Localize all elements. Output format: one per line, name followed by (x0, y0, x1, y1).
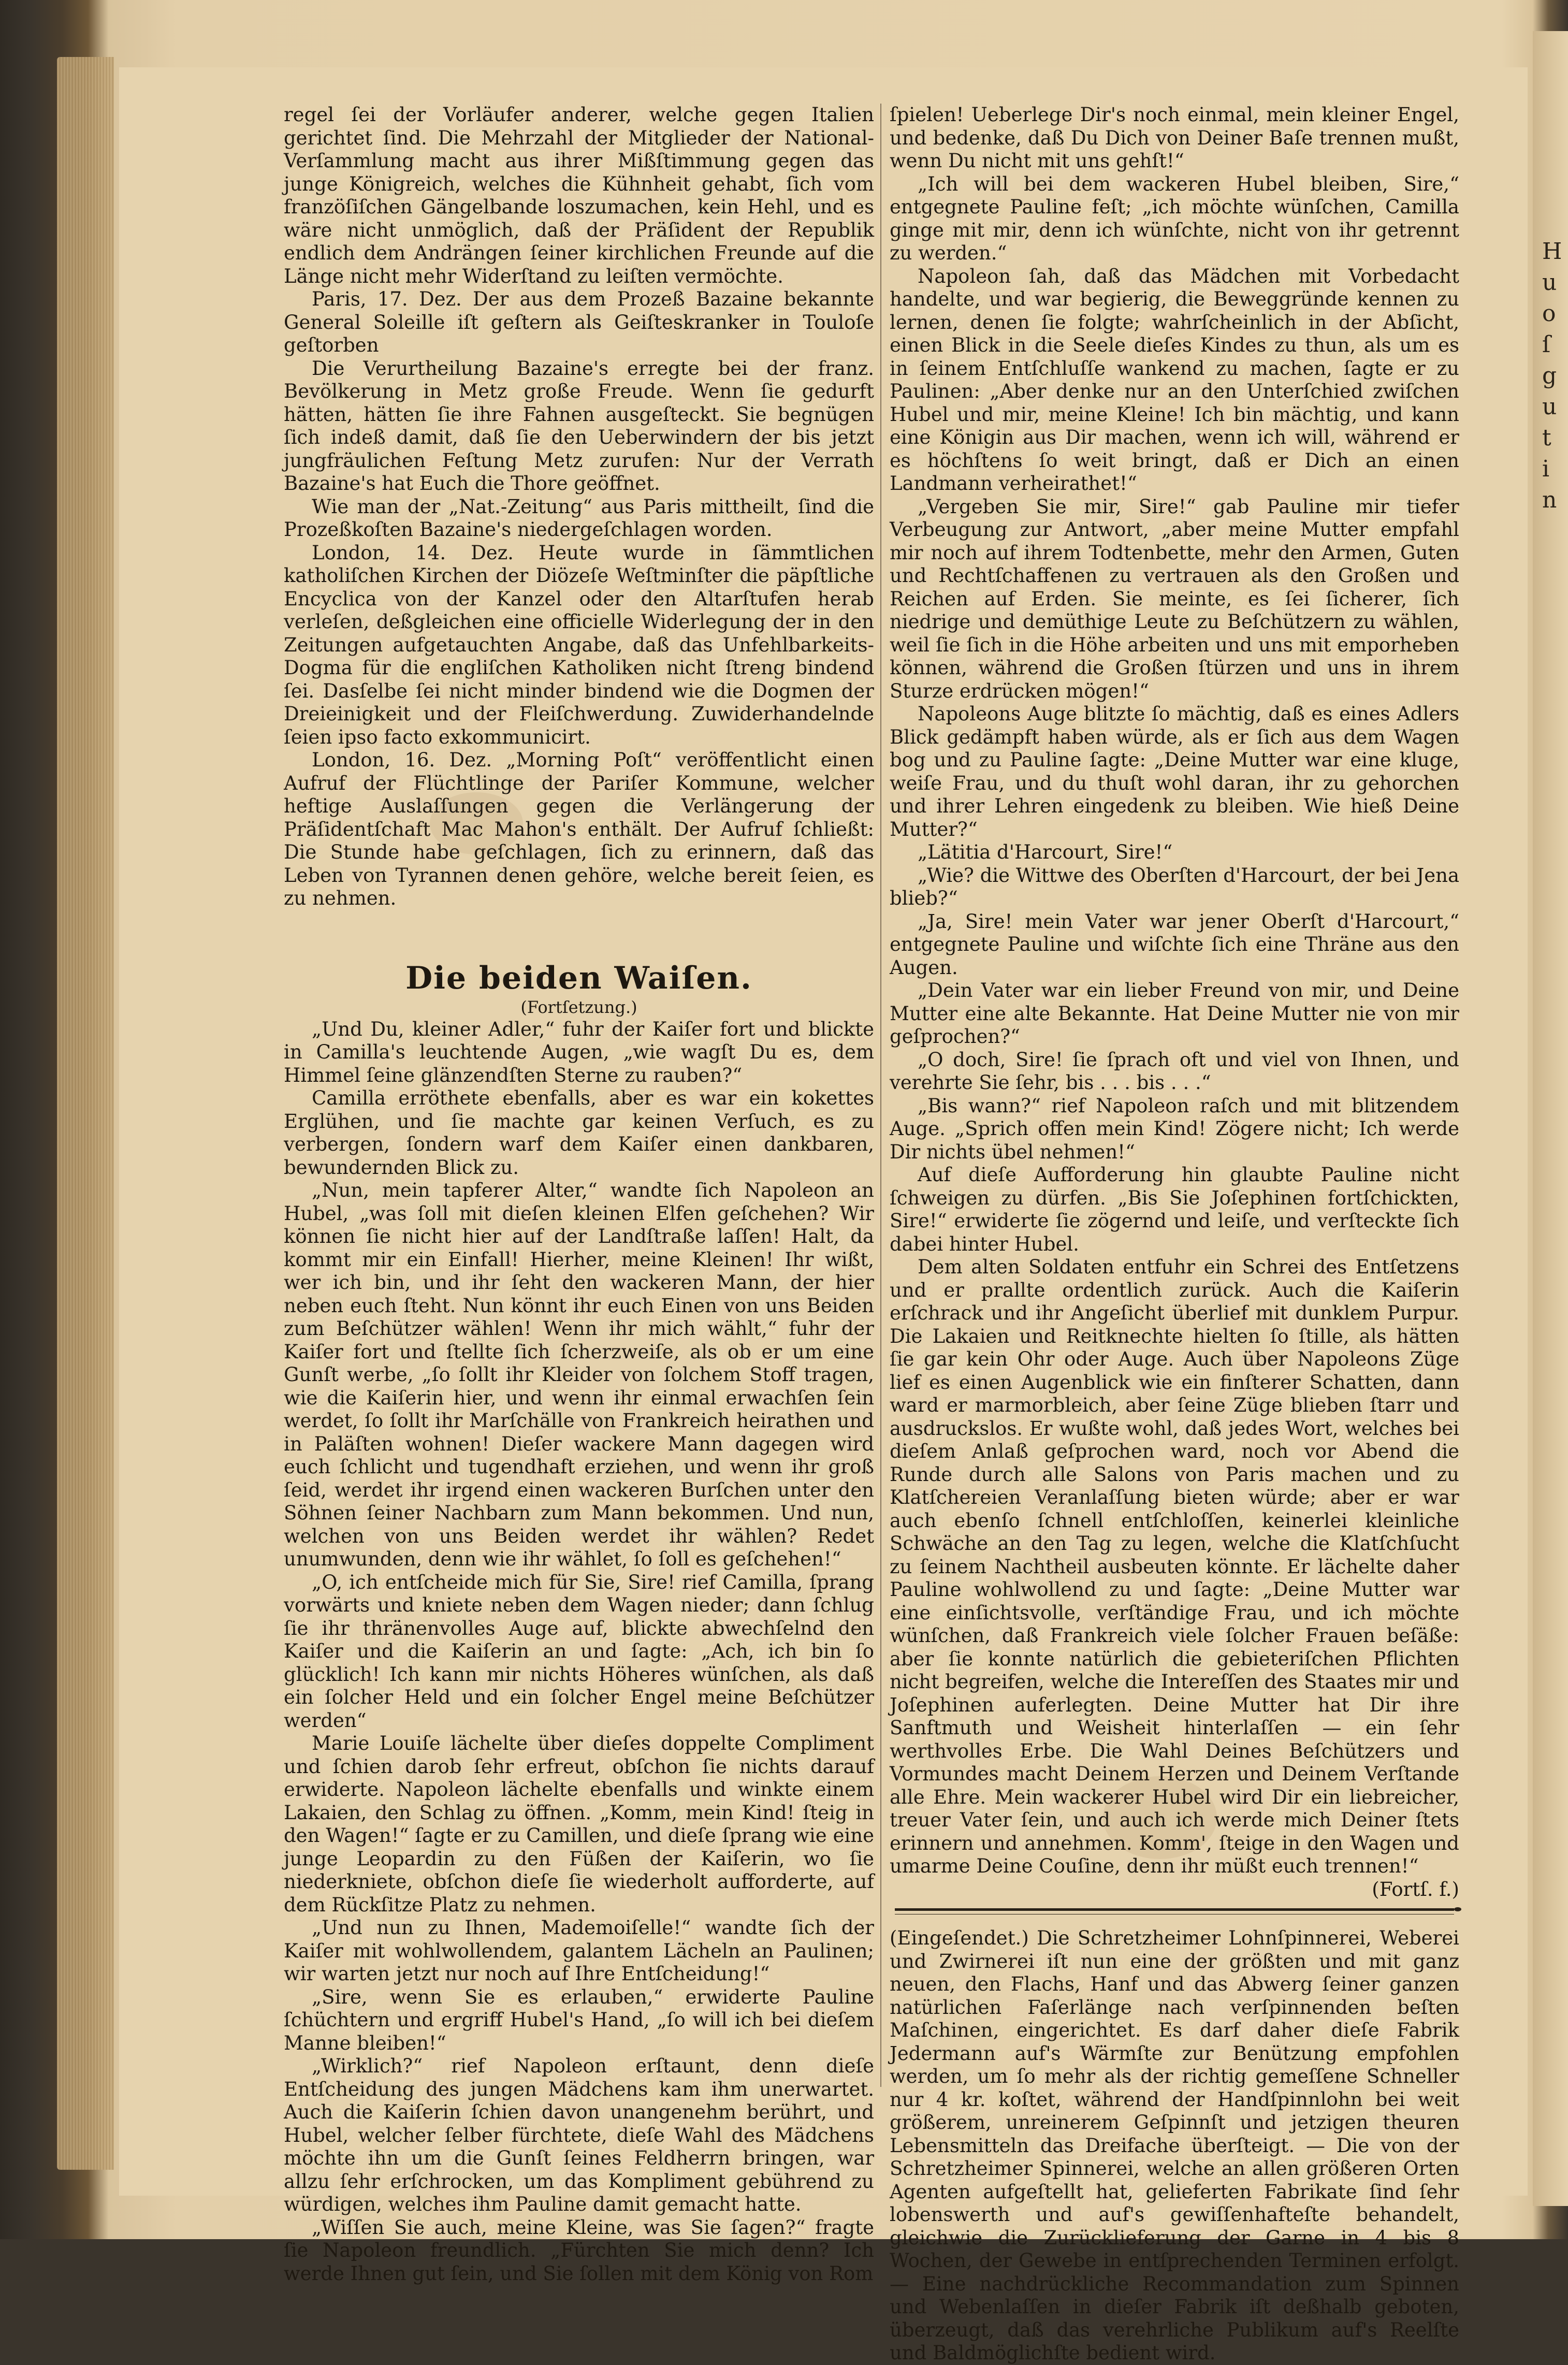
next-page-letter: n (1542, 487, 1557, 513)
story-paragraph: „Ja, Sire! mein Vater war jener Oberſt d'Harcourt,“ entgegnete Pauline und wiſchte ſich eine Thräne aus den Augen. (890, 910, 1459, 979)
story-paragraph: „Sire, wenn Sie es erlauben,“ erwiderte Pauline ſchüchtern und ergriff Hubel's Hand, „ſo will ich bei dieſem Manne bleiben!“ (284, 1985, 874, 2054)
story-paragraph: „O, ich entſcheide mich für Sie, Sire! rief Camilla, ſprang vorwärts und kniete neben dem Wagen nieder; dann ſchlug ſie ihr thränenvolles Auge auf, blickte abwechſelnd den Kaiſer und die Kaiſerin an und ſagte: „Ach, ich bin ſo glücklich! Ich kann mir nichts Höheres wünſchen, als daß ein ſolcher Held und ein ſolcher Engel meine Beſchützer werden“ (284, 1571, 874, 1732)
story-paragraph: „Dein Vater war ein lieber Freund von mir, und Deine Mutter eine alte Bekannte. Hat Deine Mutter nie von mir geſprochen?“ (890, 979, 1459, 1048)
story-paragraph: Marie Louiſe lächelte über dieſes doppelte Compliment und ſchien darob ſehr erfreut, obſchon ſie nichts darauf erwiderte. Napoleon lächelte ebenfalls und winkte einem Lakaien, den Schlag zu öffnen. „Komm, mein Kind! ſteig in den Wagen!“ ſagte er zu Camillen, und dieſe ſprang wie eine junge Leopardin zu den Füßen der Kaiſerin, wo ſie niederkniete, obſchon dieſe ſie wiederholt aufforderte, auf dem Rückſitze Platz zu nehmen. (284, 1732, 874, 1916)
section-rule (895, 1908, 1454, 1914)
story-paragraph: Camilla erröthete ebenfalls, aber es war ein kokettes Erglühen, und ſie machte gar keinen Verſuch, es zu verbergen, ſondern warf dem Kaiſer einen dankbaren, bewundernden Blick zu. (284, 1087, 874, 1179)
next-page-letter: g (1542, 362, 1557, 389)
next-page-letter: H (1542, 238, 1562, 265)
story-paragraph: „Ich will bei dem wackeren Hubel bleiben, Sire,“ entgegnete Pauline feſt; „ich möchte wünſchen, Camilla ginge mit mir, denn ich wünſchte, nicht von ihr getrennt zu werden.“ (890, 172, 1459, 264)
next-page-letter: u (1542, 269, 1557, 296)
story-subtitle: (Fortſetzung.) (520, 997, 637, 1017)
next-page-edge (1533, 31, 1568, 2206)
notice-paragraph: (Eingeſendet.) Die Schretzheimer Lohnſpinnerei, Weberei und Zwirnerei iſt nun eine der größten und mit ganz neuen, den Flachs, Hanf und das Abwerg ſeiner ganzen natürlichen Faſerlänge nach verſpinnenden beſten Maſchinen, eingerichtet. Es darf daher dieſe Fabrik Jedermann auf's Wärmſte zur Benützung empfohlen werden, um ſo mehr als der richtig gemeſſene Schneller nur 4 kr. koſtet, während der Handſpinnlohn bei weit größerem, unreinerem Geſpinnſt und jetzigen theuren Lebensmitteln das Dreifache überſteigt. — Die von der Schretzheimer Spinnerei, welche an allen größeren Orten Agenten aufgeſtellt hat, gelieferten Fabrikate ſind ſehr lobenswerth und auf's gewiſſenhafteſte behandelt, gleichwie die Zurücklieferung der Garne in 4 bis 8 Wochen, der Gewebe in entſprechenden Terminen erfolgt. — Eine nachdrückliche Recommandation zum Spinnen und Webenlaſſen in dieſer Fabrik iſt deßhalb geboten, überzeugt, daß das verehrliche Publikum auf's Reelſte und Baldmöglichſte bedient wird. (890, 1927, 1459, 2364)
column-divider (880, 104, 881, 2087)
story-paragraph: Dem alten Soldaten entfuhr ein Schrei des Entſetzens und er prallte ordentlich zurück. Auch die Kaiſerin erſchrack und ihr Angeſicht überlief mit dunklem Purpur. Die Lakaien und Reitknechte hielten ſo ſtille, als hätten ſie gar kein Ohr oder Auge. Auch über Napoleons Züge lief es einen Augenblick wie ein finſterer Schatten, dann ward er marmorbleich, aber ſeine Züge blieben ſtarr und ausdruckslos. Er wußte wohl, daß jedes Wort, welches bei dieſem Anlaß geſprochen ward, noch vor Abend die Runde durch alle Salons von Paris machen und zu Klatſchereien Veranlaſſung bieten würde; aber er war auch ebenſo ſchnell entſchloſſen, keinerlei kleinliche Schwäche an den Tag zu legen, welche die Klatſchſucht zu ſeinem Nachtheil ausbeuten könnte. Er lächelte daher Pauline wohlwollend zu und ſagte: „Deine Mutter war eine einſichtsvolle, verſtändige Frau, und ich möchte wünſchen, daß Frankreich viele ſolcher Frauen beſäße: aber ſie konnte natürlich die gebieteriſchen Pflichten nicht begreifen, welche die Intereſſen des Staates mir und Joſephinen auferlegten. Deine Mutter hat Dir ihre Sanftmuth und Weisheit hinterlaſſen — ein ſehr werthvolles Erbe. Die Wahl Deines Beſchützers und Vormundes macht Deinem Herzen und Deinem Verſtande alle Ehre. Mein wackerer Hubel wird Dir ein liebreicher, treuer Vater ſein, und auch ich werde mich Deiner ſtets erinnern und annehmen. Komm', ſteige in den Wagen und umarme Deine Couſine, denn ihr müßt euch trennen!“ (890, 1256, 1459, 1877)
news-paragraph: regel ſei der Vorläufer anderer, welche gegen Italien gerichtet ſind. Die Mehrzahl der Mitglieder der National-Verſammlung macht aus ihrer Mißſtimmung gegen das junge Königreich, welches die Kühnheit gehabt, ſich vom franzöſiſchen Gängelbande loszumachen, kein Hehl, und es wäre nicht unmöglich, daß der Präſident der Republik endlich dem Andrängen ſeiner kirchlichen Freunde auf die Länge nicht mehr Widerſtand zu leiſten vermöchte. (284, 104, 874, 287)
left-column (284, 104, 874, 2285)
story-paragraph: ſpielen! Ueberlege Dir's noch einmal, mein kleiner Engel, und bedenke, daß Du Dich von Deiner Baſe trennen mußt, wenn Du nicht mit uns gehſt!“ (890, 104, 1459, 172)
news-paragraph: London, 14. Dez. Heute wurde in ſämmtlichen katholiſchen Kirchen der Diözeſe Weſtminſter die päpſtliche Encyclica von der Kanzel oder den Altarſtufen herab verleſen, deßgleichen eine officielle Widerlegung der in den Zeitungen aufgetauchten Angabe, daß das Unfehlbarkeits-Dogma für die engliſchen Katholiken nicht ſtreng bindend ſei. Dasſelbe ſei nicht minder bindend wie die Dogmen der Dreieinigkeit und der Fleiſchwerdung. Zuwiderhandelnde ſeien ipso facto exkommunicirt. (284, 541, 874, 748)
advertisement-notice (890, 1927, 1459, 2365)
story-paragraph: „Und nun zu Ihnen, Mademoiſelle!“ wandte ſich der Kaiſer mit wohlwollendem, galantem Lächeln an Paulinen; wir warten jetzt nur noch auf Ihre Entſcheidung!“ (284, 1917, 874, 1985)
story-paragraph: Napoleons Auge blitzte ſo mächtig, daß es eines Adlers Blick gedämpft haben würde, als er ſich aus dem Wagen bog und zu Pauline ſagte: „Deine Mutter war eine kluge, weiſe Frau, und du thuſt wohl daran, ihr zu gehorchen und ihrer Lehren eingedenk zu bleiben. Wie hieß Deine Mutter?“ (890, 703, 1459, 840)
story-paragraph: „Vergeben Sie mir, Sire!“ gab Pauline mir tiefer Verbeugung zur Antwort, „aber meine Mutter empfahl mir noch auf ihrem Todtenbette, mehr den Armen, Guten und Rechtſchaffenen zu vertrauen als den Großen und Reichen auf Erden. Sie meinte, es ſei ſicherer, ſich niedrige und demüthige Leute zu Beſchützern zu wählen, weil ſie ſich in die Höhe arbeiten und uns mit emporheben können, während die Großen ſtürzen und uns in ihrem Sturze erdrücken mögen!“ (890, 495, 1459, 702)
right-column (890, 104, 1459, 2365)
story-paragraph: „Und Du, kleiner Adler,“ fuhr der Kaiſer fort und blickte in Camilla's leuchtende Augen, „wie wagſt Du es, dem Himmel ſeine glänzendſten Sterne zu rauben?“ (284, 1018, 874, 1086)
news-paragraph: Wie man der „Nat.-Zeitung“ aus Paris mittheilt, ſind die Prozeßkoſten Bazaine's niedergeſchlagen worden. (284, 495, 874, 541)
story-paragraph: Napoleon ſah, daß das Mädchen mit Vorbedacht handelte, und war begierig, die Beweggründe kennen zu lernen, denen ſie folgte; wahrſcheinlich in der Abſicht, einen Blick in die Seele dieſes Kindes zu thun, als um es in ſeinem Entſchluſſe wankend zu machen, ſagte er zu Paulinen: „Aber denke nur an den Unterſchied zwiſchen Hubel und mir, meine Kleine! Ich bin mächtig, und kann eine Königin aus Dir machen, wenn ich will, während er es höchſtens ſo weit bringt, daß er Dich an einen Landmann verheirathet!“ (890, 265, 1459, 495)
continuation-note: (Fortſ. f.) (1372, 1878, 1459, 1900)
story-paragraph: „Lätitia d'Harcourt, Sire!“ (918, 841, 1173, 863)
next-page-letter: t (1542, 425, 1551, 451)
next-page-letter: o (1542, 300, 1556, 327)
next-page-letter: i (1542, 456, 1550, 482)
news-paragraph: Paris, 17. Dez. Der aus dem Prozeß Bazaine bekannte General Soleille iſt geſtern als Geiſteskranker in Touloſe geſtorben (284, 288, 874, 356)
story-paragraph: „Wie? die Wittwe des Oberſten d'Harcourt, der bei Jena blieb?“ (890, 864, 1459, 909)
story-paragraph: „Bis wann?“ rief Napoleon raſch und mit blitzendem Auge. „Sprich offen mein Kind! Zögere nicht; Ich werde Dir nichts übel nehmen!“ (890, 1094, 1459, 1163)
story-title: Die beiden Waiſen. (405, 960, 752, 996)
page-edges (57, 57, 114, 2170)
story-paragraph: „O doch, Sire! ſie ſprach oft und viel von Ihnen, und verehrte Sie ſehr, bis . . . bis . . .“ (890, 1048, 1459, 1094)
news-paragraph: London, 16. Dez. „Morning Poſt“ veröffentlicht einen Aufruf der Flüchtlinge der Pariſer Kommune, welcher heftige Auslaſſungen gegen die Verlängerung der Präſidentſchaft Mac Mahon's enthält. Der Aufruf ſchließt: Die Stunde habe geſchlagen, ſich zu erinnern, daß das Leben von Tyrannen denen gehöre, welche bereit ſeien, es zu nehmen. (284, 749, 874, 909)
story-paragraph: „Wiſſen Sie auch, meine Kleine, was Sie ſagen?“ fragte ſie Napoleon freundlich. „Fürchten Sie mich denn? Ich werde Ihnen gut ſein, und Sie ſollen mit dem König von Rom (284, 2216, 874, 2285)
next-page-letter: ſ (1542, 331, 1551, 358)
news-paragraph: Die Verurtheilung Bazaine's erregte bei der franz. Bevölkerung in Metz große Freude. Wenn ſie gedurft hätten, hätten ſie ihre Fahnen ausgeſteckt. Sie begnügen ſich indeß damit, daß ſie den Ueberwindern der bis jetzt jungfräulichen Feſtung Metz zurufen: Nur der Verrath Bazaine's hat Euch die Thore geöffnet. (284, 357, 874, 495)
next-page-letter: u (1542, 394, 1557, 420)
story-paragraph: „Nun, mein tapferer Alter,“ wandte ſich Napoleon an Hubel, „was ſoll mit dieſen kleinen Elfen geſchehen? Wir können ſie nicht hier auf der Landſtraße laſſen! Halt, da kommt mir ein Einfall! Hierher, meine Kleinen! Ihr wißt, wer ich bin, und ihr ſeht den wackeren Mann, der hier neben euch ſteht. Nun könnt ihr euch Einen von uns Beiden zum Beſchützer wählen! Wenn ihr mich wählt,“ fuhr der Kaiſer fort und ſtellte ſich ſcherzweiſe, als ob er um eine Gunſt werbe, „ſo ſollt ihr Kleider von ſolchem Stoff tragen, wie die Kaiſerin hier, und wenn ihr einmal erwachſen ſein werdet, ſo ſollt ihr Marſchälle von Frankreich heirathen und in Paläſten wohnen! Dieſer wackere Mann dagegen wird euch ſchlicht und tugendhaft erziehen, und wenn ihr groß ſeid, werdet ihr irgend einen wackeren Burſchen unter den Söhnen ſeiner Nachbarn zum Mann bekommen. Und nun, welchen von uns Beiden werdet ihr wählen? Redet unumwunden, denn wie ihr wählet, ſo ſoll es geſchehen!“ (284, 1179, 874, 1570)
story-paragraph: „Wirklich?“ rief Napoleon erſtaunt, denn dieſe Entſcheidung des jungen Mädchens kam ihm unerwartet. Auch die Kaiſerin ſchien davon unangenehm berührt, und Hubel, welcher ſelber fürchtete, dieſe Wahl des Mädchens möchte ihn um die Gunſt ſeines Feldherrn bringen, war allzu ſehr erſchrocken, um das Kompliment gebührend zu würdigen, welches ihm Pauline damit gemacht hatte. (284, 2055, 874, 2215)
story-paragraph: Auf dieſe Aufforderung hin glaubte Pauline nicht ſchweigen zu dürfen. „Bis Sie Joſephinen fortſchickten, Sire!“ erwiderte ſie zögernd und leiſe, und verſteckte ſich dabei hinter Hubel. (890, 1164, 1459, 1255)
